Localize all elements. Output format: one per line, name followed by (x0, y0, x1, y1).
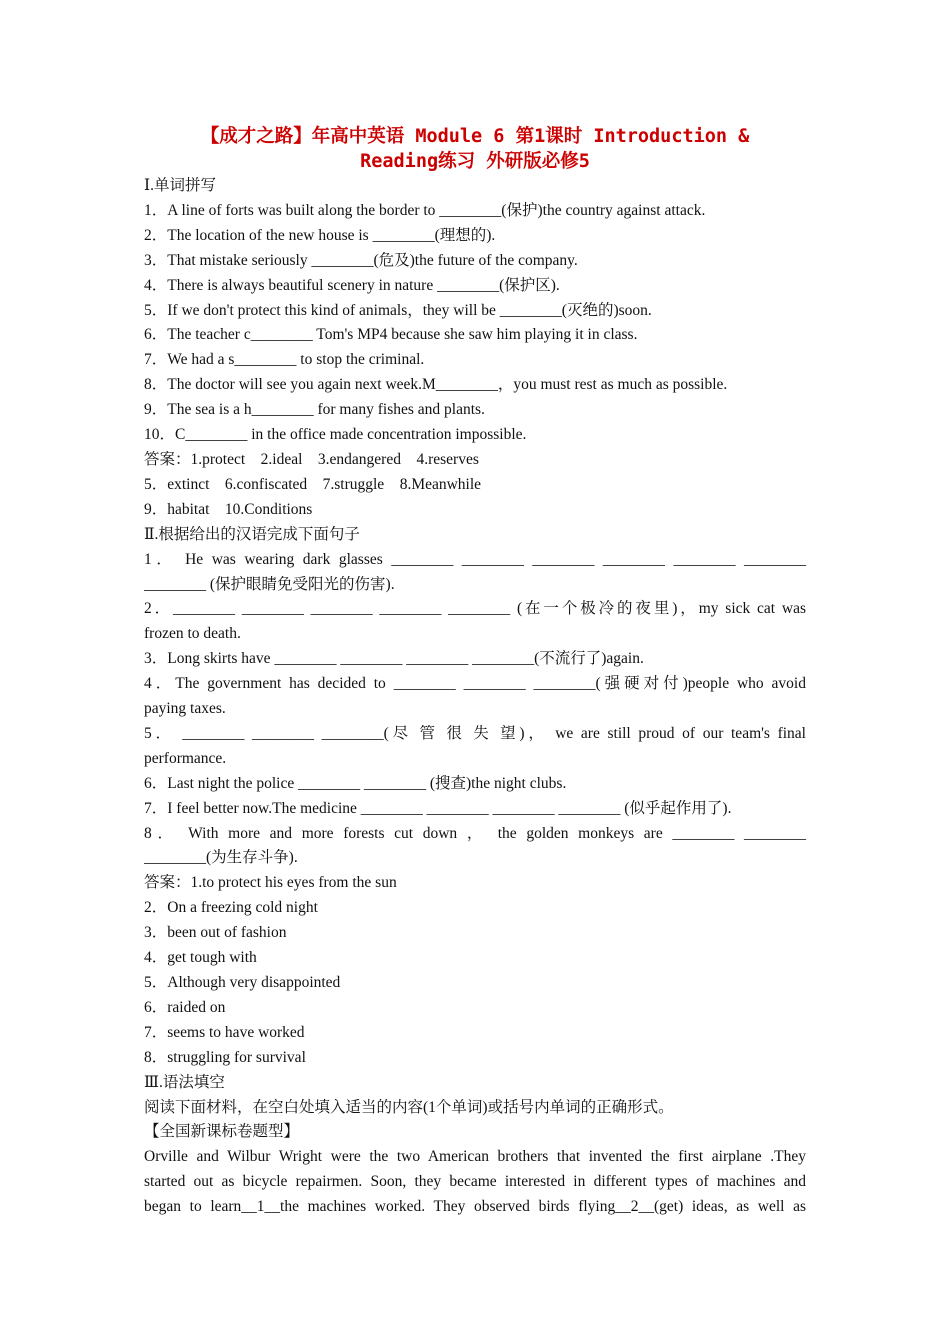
section-1-answer: 5．extinct 6.confiscated 7.struggle 8.Meanwhile (144, 475, 482, 493)
section-2-answer: 5．Although very disappointed (144, 974, 341, 991)
section-2-question-4-line-1: 4．The government has decided to ________ ________ ________(强硬对付)people who avoid (144, 675, 806, 693)
section-1-item: 3．That mistake seriously ________(危及)the future of the company. (144, 251, 578, 269)
section-1-item: 4．There is always beautiful scenery in nature ________(保护区). (144, 276, 560, 294)
section-2-answer: 2．On a freezing cold night (144, 899, 318, 917)
section-2-question-2-line-1: 2．________ ________ ________ ________ ________ (在一个极冷的夜里)，my sick cat was (144, 600, 806, 618)
section-2-question-2-line-2: frozen to death. (144, 625, 241, 643)
section-1-item: 8．The doctor will see you again next week.M________，you must rest as much as possible. (144, 376, 728, 394)
document-title (104, 124, 846, 174)
section-2-question-1-line-1: 1． He was wearing dark glasses ________ ________ ________ ________ ________ ________ (144, 550, 806, 568)
section-2-question-1-line-2: ________ (保护眼睛免受阳光的伤害). (144, 575, 395, 593)
section-2-question-8-line-2: ________(为生存斗争). (144, 849, 298, 867)
section-2-question-4-line-2: paying taxes. (144, 700, 226, 718)
section-3-instruction: 阅读下面材料，在空白处填入适当的内容(1个单词)或括号内单词的正确形式。 (144, 1098, 674, 1116)
section-1-item: 9．The sea is a h________ for many fishes and plants. (144, 401, 485, 419)
section-1-item: 2．The location of the new house is ________(理想的). (144, 226, 496, 244)
title-line-2: Reading练习 外研版必修5 (360, 151, 590, 172)
title-line-1: 【成才之路】年高中英语 Module 6 第1课时 Introduction & (200, 126, 750, 147)
section-1-item: 5．If we don't protect this kind of animals，they will be ________(灭绝的)soon. (144, 301, 652, 319)
passage-line-3: began to learn__1__the machines worked. They observed birds flying__2__(get) ideas, as well as (144, 1198, 806, 1216)
section-3-tag: 【全国新课标卷题型】 (144, 1123, 300, 1141)
section-3-heading: Ⅲ.语法填空 (144, 1073, 225, 1091)
section-1-item: 7．We had a s________ to stop the criminal. (144, 351, 425, 369)
section-2-question-6: 6．Last night the police ________ ________ (搜查)the night clubs. (144, 774, 567, 792)
section-2-answer: 答案：1.to protect his eyes from the sun (144, 874, 397, 892)
section-2-question-8-line-1: 8． With more and more forests cut down ， the golden monkeys are ________ ________ (144, 824, 806, 842)
section-2-answer: 7．seems to have worked (144, 1023, 305, 1041)
section-1-item: 10．C________ in the office made concentration impossible. (144, 426, 527, 444)
section-1-item: 6．The teacher c________ Tom's MP4 because she saw him playing it in class. (144, 326, 638, 344)
section-1-heading: Ⅰ.单词拼写 (144, 177, 216, 194)
section-2-answer: 8．struggling for survival (144, 1048, 306, 1066)
section-2-heading: Ⅱ.根据给出的汉语完成下面句子 (144, 525, 360, 543)
section-2-question-5-line-1: 5． ________ ________ ________(尽 管 很 失 望)， we are still proud of our team's final (144, 724, 806, 742)
section-2-question-3: 3．Long skirts have ________ ________ ________ ________(不流行了)again. (144, 650, 644, 668)
passage-line-1: Orville and Wilbur Wright were the two American brothers that invented the first airplane .They (144, 1148, 806, 1166)
section-2-question-5-line-2: performance. (144, 749, 227, 767)
section-2-question-7: 7．I feel better now.The medicine ________ ________ ________ ________ (似乎起作用了). (144, 799, 732, 817)
document-body (144, 124, 806, 1220)
section-2-answer: 3．been out of fashion (144, 924, 287, 942)
section-1-answer: 9．habitat 10.Conditions (144, 500, 313, 518)
section-1-item: 1．A line of forts was built along the border to ________(保护)the country against attack. (144, 201, 706, 219)
passage-line-2: started out as bicycle repairmen. Soon, they became interested in different types of machines and (144, 1173, 806, 1191)
section-2-answer: 6．raided on (144, 998, 226, 1016)
section-1-answer: 答案：1.protect 2.ideal 3.endangered 4.reserves (144, 450, 479, 468)
section-2-answer: 4．get tough with (144, 949, 257, 967)
